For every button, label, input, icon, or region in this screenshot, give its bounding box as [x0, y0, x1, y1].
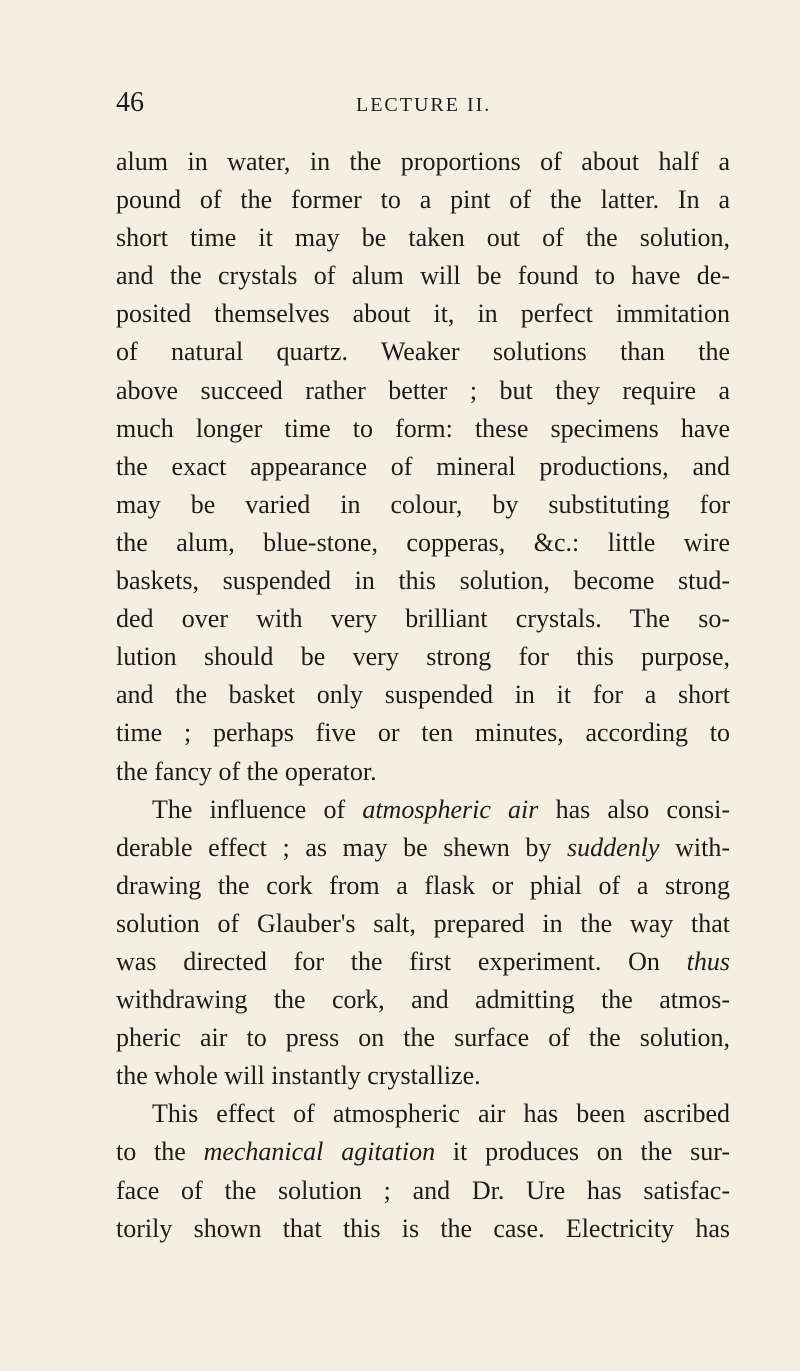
- italic-term: suddenly: [567, 832, 660, 862]
- italic-term: mechanical agitation: [203, 1137, 436, 1167]
- running-head: LECTURE II.: [356, 94, 492, 116]
- text-line: may be varied in colour, by substituting for: [116, 489, 730, 519]
- text-line: much longer time to form: these specimens have: [116, 413, 730, 443]
- text-line: time ; perhaps five or ten minutes, according to: [116, 718, 730, 748]
- paragraph-start-line: The influence of atmospheric air has also consi-: [152, 794, 730, 824]
- text-line: derable effect ; as may be shewn by suddenly with-: [116, 832, 730, 862]
- text-line: to the mechanical agitation it produces on the sur-: [116, 1137, 730, 1167]
- text-line: baskets, suspended in this solution, become stud-: [116, 566, 730, 596]
- text-line: and the crystals of alum will be found to have de-: [116, 261, 730, 291]
- text-line: lution should be very strong for this purpose,: [116, 642, 730, 672]
- text-line: was directed for the first experiment. On thus: [116, 946, 730, 976]
- body-text: [116, 143, 730, 1248]
- text-line: alum in water, in the proportions of about half a: [116, 147, 730, 176]
- text-line: the whole will instantly crystallize.: [116, 1061, 481, 1091]
- paragraph-start-line: This effect of atmospheric air has been ascribed: [152, 1099, 730, 1129]
- text-line: of natural quartz. Weaker solutions than the: [116, 337, 730, 367]
- text-line: posited themselves about it, in perfect immitation: [116, 299, 730, 329]
- text-line: the exact appearance of mineral productions, and: [116, 451, 730, 481]
- text-line: torily shown that this is the case. Electricity has: [116, 1213, 730, 1243]
- text-line: face of the solution ; and Dr. Ure has satisfac-: [116, 1175, 730, 1205]
- text-line: pheric air to press on the surface of the solution,: [116, 1023, 730, 1053]
- italic-term: atmospheric air: [362, 794, 539, 824]
- text-line: solution of Glauber's salt, prepared in the way that: [116, 908, 730, 938]
- italic-term: thus: [686, 946, 730, 976]
- page-number: 46: [116, 87, 144, 118]
- text-line: above succeed rather better ; but they require a: [116, 375, 730, 405]
- text-line: and the basket only suspended in it for a short: [116, 680, 730, 710]
- text-line: pound of the former to a pint of the latter. In a: [116, 185, 730, 215]
- text-line: short time it may be taken out of the solution,: [116, 223, 730, 253]
- page-header: [116, 88, 716, 124]
- text-line: withdrawing the cork, and admitting the atmos-: [116, 985, 730, 1015]
- text-line: drawing the cork from a flask or phial of a strong: [116, 870, 730, 900]
- text-line: the fancy of the operator.: [116, 756, 377, 786]
- text-line: the alum, blue-stone, copperas, &c.: little wire: [116, 527, 730, 557]
- text-line: ded over with very brilliant crystals. The so-: [116, 604, 730, 634]
